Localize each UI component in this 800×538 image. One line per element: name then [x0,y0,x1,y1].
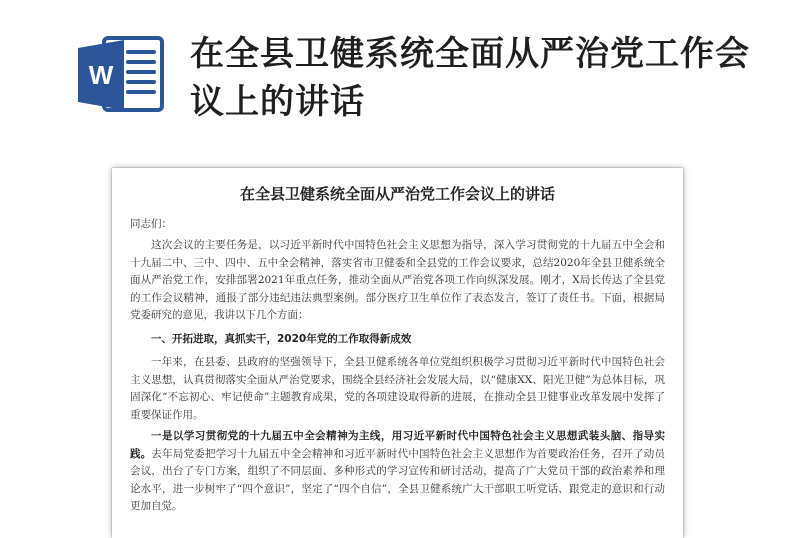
document-title: 在全县卫健系统全面从严治党工作会议上的讲话 [239,185,555,203]
page-title: 在全县卫健系统全面从严治党工作会议上的讲话 [190,34,750,122]
greeting: 同志们： [130,217,172,230]
document-body [130,186,665,520]
paragraph-3-body: 去年局党委把学习十九届五中全会精神和习近平新时代中国特色社会主义思想作为首要政治任务，召开了动员会议，出台了专门方案，组织了不同层面、多种形式的学习宣传和研讨活动，提高了广大党员干部的政治素养和理论水平，进一步树牢了“四个意识”，坚定了“四个自信”，全县卫健系统广大干部职工听党话、跟党走的意识和行动更加自觉。 [130,447,666,512]
header [0,0,800,150]
section-heading-1: 一、开拓进取，真抓实干，2020年党的工作取得新成效 [151,332,412,345]
document-page [112,168,683,538]
paragraph-2: 一年来，在县委、县政府的坚强领导下，全县卫健系统各单位党组织积极学习贯彻习近平新时代中国特色社会主义思想，认真贯彻落实全面从严治党要求，围绕全县经济社会发展大局，以“健康XX、阳光卫健”为总体目标，巩固深化“不忘初心、牢记使命”主题教育成果，党的各项建设取得新的进展，在推动全县卫健事业改革发展中发挥了重要保证作用。 [130,356,665,421]
paragraph-3 [130,428,665,516]
svg-text:W: W [88,60,114,90]
word-document-icon [74,30,166,118]
paragraph-1: 这次会议的主要任务是，以习近平新时代中国特色社会主义思想为指导，深入学习贯彻党的十九届五中全会和十九届二中、三中、四中、五中全会精神，落实省市卫健委和全县党的工作会议要求，总结2020年全县卫健系统全面从严治党工作，安排部署2021年重点任务，推动全面从严治党各项工作向纵深发展。刚才，X局长传达了全县党的工作会议精神，通报了部分违纪违法典型案例。部分医疗卫生单位作了表态发言，签订了责任书。下面，根据局党委研究的意见，我讲以下几个方面： [130,239,665,321]
paragraph-3-lead: 一是以学习贯彻党的十九届五中全会精神为主线，用习近平新时代中国特色社会主义思想武装头脑、指导实践。 [130,430,665,460]
